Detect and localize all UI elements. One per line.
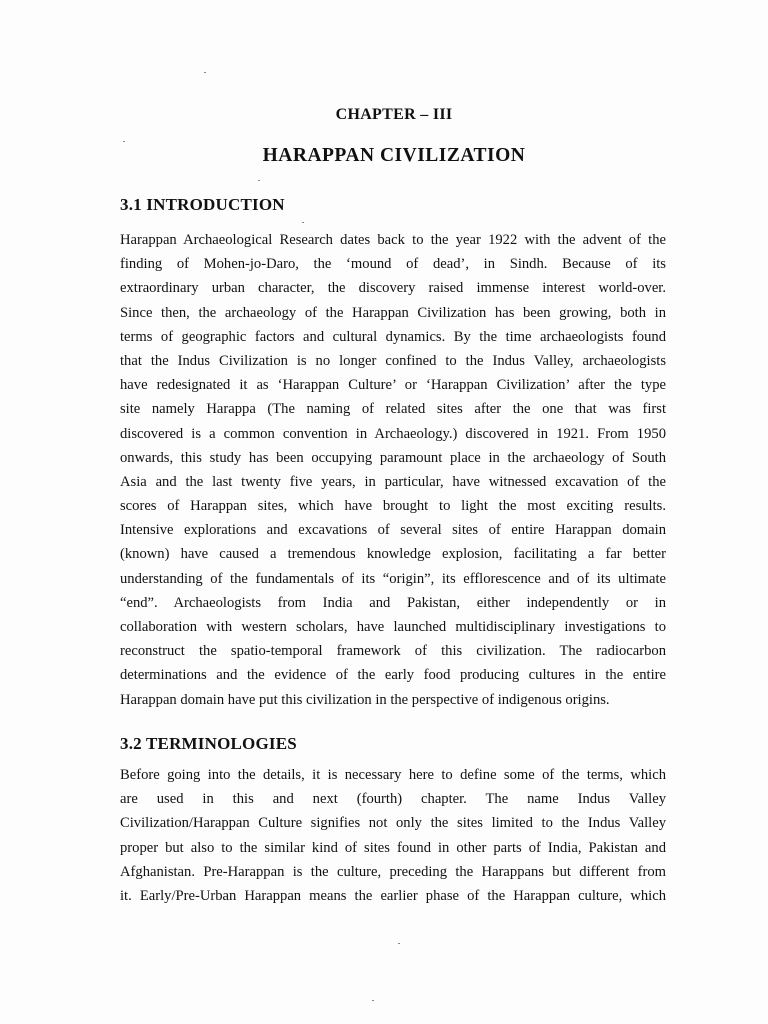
text-line: are used in this and next (fourth) chapter. The name Indus Valley — [120, 791, 666, 808]
scan-speck — [258, 180, 260, 181]
section-heading-terminologies: 3.2 TERMINOLOGIES — [120, 734, 297, 753]
text-line: “end”. Archaeologists from India and Pakistan, either independently or in — [120, 594, 666, 611]
scan-speck — [302, 222, 304, 223]
text-line: collaboration with western scholars, have launched multidisciplinary investigations to — [120, 619, 666, 635]
text-line: (known) have caused a tremendous knowledge explosion, facilitating a far better — [120, 546, 666, 563]
text-line: Harappan domain have put this civilization in the perspective of indigenous origins. — [120, 691, 610, 708]
text-line: site namely Harappa (The naming of related sites after the one that was first — [120, 401, 666, 418]
text-line: Harappan Archaeological Research dates back to the year 1922 with the advent of the — [120, 232, 666, 248]
section-heading-introduction: 3.1 INTRODUCTION — [120, 195, 285, 214]
scan-speck — [372, 1000, 374, 1001]
text-line: that the Indus Civilization is no longer confined to the Indus Valley, archaeologists — [120, 352, 666, 369]
text-line: reconstruct the spatio-temporal framework of this civilization. The radiocarbon — [120, 643, 666, 660]
scan-speck — [204, 72, 206, 73]
text-line: Before going into the details, it is necessary here to define some of the terms, which — [120, 767, 666, 783]
paragraph-introduction — [120, 228, 666, 712]
text-line: extraordinary urban character, the discovery raised immense interest world-over. — [120, 280, 666, 297]
text-line: onwards, this study has been occupying paramount place in the archaeology of South — [120, 449, 666, 466]
text-line: determinations and the evidence of the early food producing cultures in the entire — [120, 667, 666, 684]
text-line: terms of geographic factors and cultural dynamics. By the time archaeologists found — [120, 328, 666, 345]
text-line: discovered is a common convention in Archaeology.) discovered in 1921. From 1950 — [120, 425, 666, 442]
text-line: Asia and the last twenty five years, in particular, have witnessed excavation of the — [120, 473, 666, 490]
text-line: Civilization/Harappan Culture signifies not only the sites limited to the Indus Valley — [120, 815, 666, 832]
text-line: scores of Harappan sites, which have brought to light the most exciting results. — [120, 498, 666, 515]
chapter-title: HARAPPAN CIVILIZATION — [262, 145, 526, 166]
text-line: Afghanistan. Pre-Harappan is the culture, preceding the Harappans but different from — [120, 863, 666, 880]
scan-speck — [123, 141, 125, 142]
scan-speck — [398, 943, 400, 944]
text-line: proper but also to the similar kind of sites found in other parts of India, Pakistan and — [120, 839, 666, 856]
text-line: Since then, the archaeology of the Harappan Civilization has been growing, both in — [120, 304, 666, 321]
text-line: Intensive explorations and excavations of several sites of entire Harappan domain — [120, 522, 666, 539]
chapter-label: CHAPTER – III — [335, 106, 453, 123]
text-line: it. Early/Pre-Urban Harappan means the earlier phase of the Harappan culture, which — [120, 887, 666, 904]
paragraph-terminologies — [120, 763, 666, 908]
text-line: understanding of the fundamentals of its “origin”, its efflorescence and of its ultimate — [120, 570, 666, 587]
text-line: finding of Mohen-jo-Daro, the ‘mound of dead’, in Sindh. Because of its — [120, 256, 666, 273]
text-line: have redesignated it as ‘Harappan Culture’ or ‘Harappan Civilization’ after the type — [120, 377, 666, 394]
